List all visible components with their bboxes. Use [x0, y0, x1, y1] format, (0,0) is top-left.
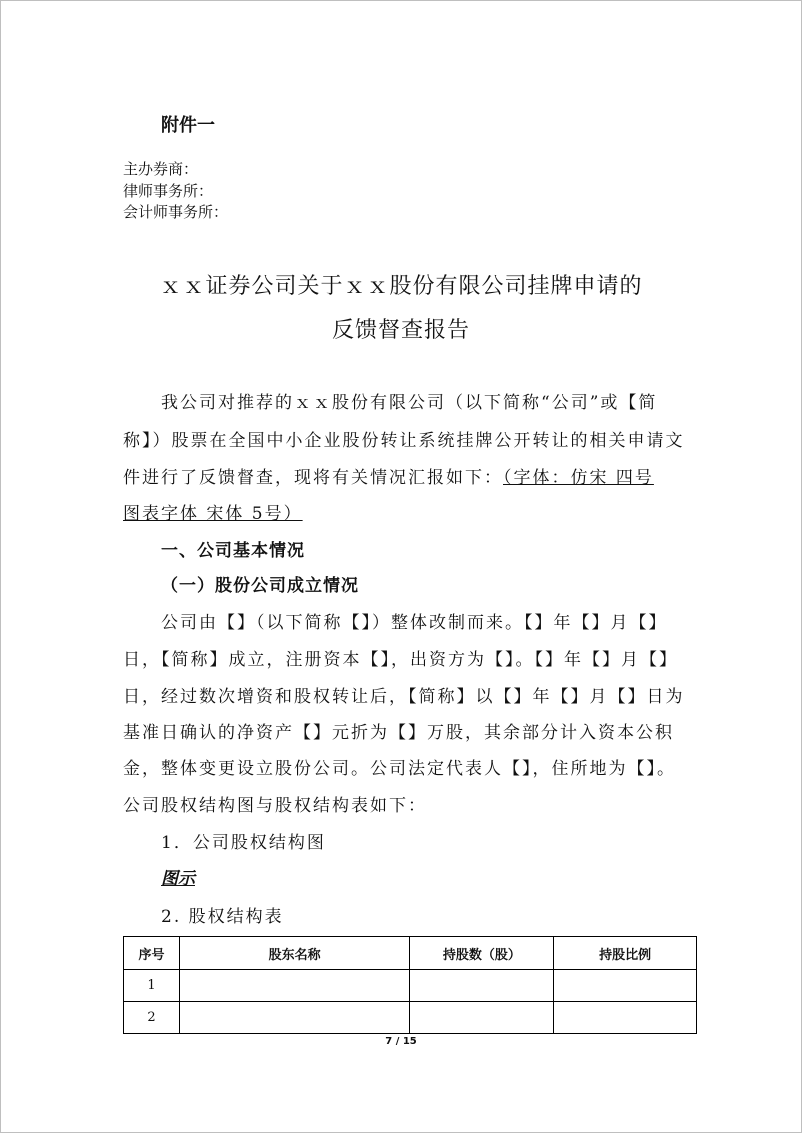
- equity-structure-table: [123, 936, 697, 1034]
- paragraph-line: 日，经过数次增资和股权转让后，【简称】以【】年【】月【】日为: [123, 687, 685, 707]
- paragraph-line: 公司股权结构图与股权结构表如下：: [123, 796, 427, 816]
- col-header-index: 序号: [124, 937, 180, 970]
- accounting-firm-field: 会计师事务所：: [123, 203, 229, 221]
- intro-line: 我公司对推荐的ｘｘ股份有限公司（以下简称“公司”或【简: [161, 393, 658, 413]
- list-item-structure-chart: 1．公司股权结构图: [161, 833, 326, 853]
- sponsor-field: 主办券商：: [123, 160, 199, 178]
- intro-line: 称】）股票在全国中小企业股份转让系统挂牌公开转让的相关申请文: [123, 431, 685, 451]
- document-title-line1: ｘｘ证券公司关于ｘｘ股份有限公司挂牌申请的: [159, 274, 643, 299]
- font-note: （字体：仿宋 四号: [503, 468, 654, 488]
- subsection-heading: （一）股份公司成立情况: [161, 576, 359, 596]
- document-title-line2: 反馈督查报告: [331, 318, 470, 343]
- table-cell: [179, 1002, 410, 1034]
- table-cell: [179, 970, 410, 1002]
- table-cell: [554, 970, 697, 1002]
- intro-line: [123, 463, 654, 488]
- law-firm-field: 律师事务所：: [123, 182, 214, 200]
- font-note-continued: 图表字体 宋体 5号）: [123, 504, 303, 524]
- table-row: [124, 970, 697, 1002]
- section-heading: 一、公司基本情况: [161, 541, 305, 561]
- page-number: 7 / 15: [385, 1036, 417, 1047]
- attachment-label: 附件一: [161, 115, 215, 136]
- table-cell: [554, 1002, 697, 1034]
- table-cell: 2: [124, 1002, 180, 1034]
- paragraph-line: 公司由【】（以下简称【】）整体改制而来。【】年【】月【】: [161, 613, 668, 633]
- table-cell: [410, 970, 554, 1002]
- col-header-shareholder: 股东名称: [179, 937, 410, 970]
- list-item-structure-table: 2. 股权结构表: [161, 907, 284, 927]
- table-cell: [410, 1002, 554, 1034]
- figure-placeholder: 图示: [161, 869, 195, 889]
- col-header-ratio: 持股比例: [554, 937, 697, 970]
- table-cell: 1: [124, 970, 180, 1002]
- paragraph-line: 金，整体变更设立股份公司。公司法定代表人【】，住所地为【】。: [123, 759, 676, 779]
- table-row: [124, 1002, 697, 1034]
- intro-text: 件进行了反馈督查，现将有关情况汇报如下：: [123, 468, 503, 488]
- paragraph-line: 基准日确认的净资产【】元折为【】万股，其余部分计入资本公积: [123, 723, 674, 743]
- table-header-row: [124, 937, 697, 970]
- col-header-shares: 持股数（股）: [410, 937, 554, 970]
- paragraph-line: 日，【简称】成立，注册资本【】，出资方为【】。【】年【】月【】: [123, 650, 678, 670]
